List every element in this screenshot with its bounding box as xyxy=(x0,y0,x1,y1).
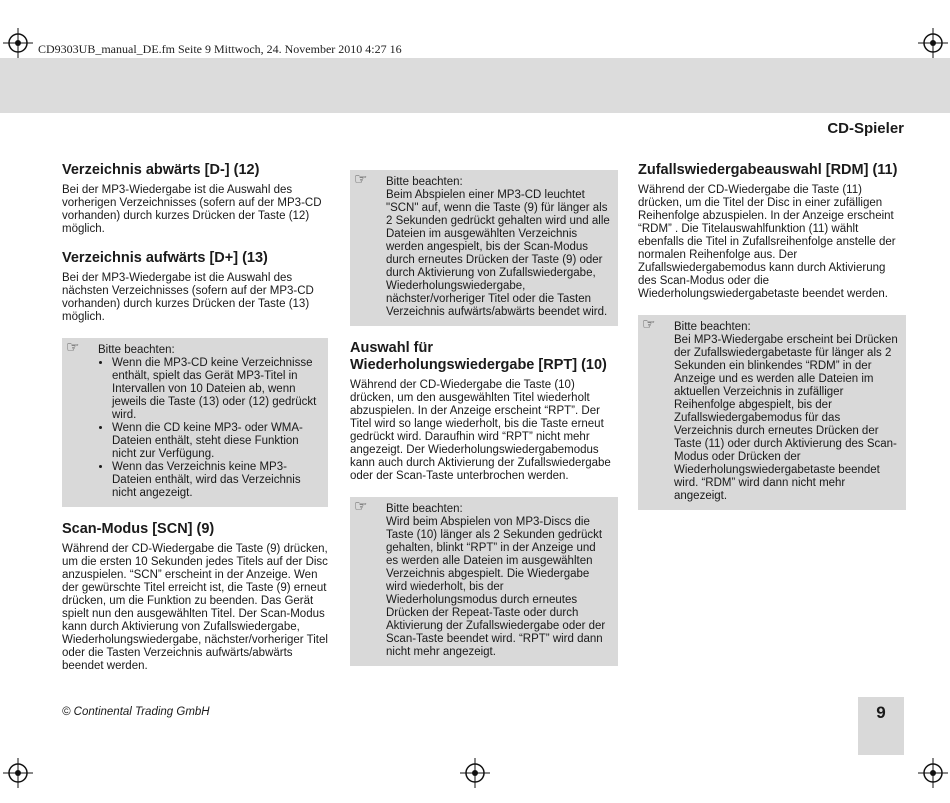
note-list-item: • Wenn die MP3-CD keine Verzeichnisse enthält, spielt das Gerät MP3-Titel in Intervallen von 10 Dateien ab, wenn jeweils die Taste (13) oder (12) gedrückt wird. xyxy=(112,357,320,422)
pointing-hand-icon: ☞ xyxy=(354,498,368,515)
note-box xyxy=(350,170,618,326)
crosshair-registration-icon xyxy=(918,758,948,788)
scan-heading: Scan-Modus [SCN] (9) xyxy=(62,521,215,537)
repeat-section xyxy=(350,340,618,483)
scan-text: Während der CD-Wiedergabe die Taste (9) drücken, um die ersten 10 Sekunden jedes Titels auf der Disc anzuspielen. “SCN” erscheint in der Anzeige. Wen der gewürschte Titel erreicht ist, die Taste (9) erneut drücken, um die Funktion zu beenden. Das Gerät spielt nun den ausgewählten Titel. Der Scan-Modus kann durch Aktivierung von Zufallswiedergabe, Wiederholungswiedergabe, nächster/vorheriger Titel oder die Tasten Verzeichnis aufwärts/abwärts beendet werden. xyxy=(62,543,328,672)
note-list-item: • Wenn die CD keine MP3- oder WMA-Dateien enthält, steht diese Funktion nicht zur Verfügung. xyxy=(112,422,320,461)
note-text: Wird beim Abspielen von MP3-Discs die Taste (10) länger als 2 Sekunden gedrückt gehalten, blinkt “RPT” in der Anzeige und es werden alle Dateien im ausgewählten Verzeichnis abgespielt. Die Wiedergabe wird wiederholt, bis der Wiederholungsmodus durch erneutes Drücken der Repeat-Taste oder durch Aktivierung der Zufallswiedergabe oder der Scan-Taste beendet wird. “RPT” wird dann nicht mehr angezeigt. xyxy=(386,516,606,658)
note-text: Bei MP3-Wiedergabe erscheint bei Drücken der Zufallswiedergabetaste für länger als 2 Sekunden ein blinkendes “RDM” in der Anzeige und es werden alle Dateien im aktuellen Verzeichnis in zufälliger Reihenfolge abgespielt, bis der Zufallswiedergabemodus für das Verzeichnis durch erneutes Drücken der Taste (11) oder durch Aktivierung des Scan-Modus oder Drücken der Wiederholungswiedergabetaste beendet wird. “RDM” wird dann nicht mehr angezeigt. xyxy=(674,334,898,502)
dir-up-section xyxy=(62,250,328,324)
dir-up-heading: Verzeichnis aufwärts [D+] (13) xyxy=(62,250,268,266)
pointing-hand-icon: ☞ xyxy=(354,171,368,188)
dir-down-section xyxy=(62,162,328,236)
note-heading: Bitte beachten: xyxy=(674,321,751,333)
scan-section xyxy=(62,521,328,673)
note-text: Beim Abspielen einer MP3-CD leuchtet "SCN" auf, wenn die Taste (9) für länger als 2 Sekunden gedrückt gehalten wird und alle Dateien im ausgewählten Verzeichnis werden angespielt, bis der Scan-Modus durch erneutes Drücken der Taste (9) oder durch Aktivierung von Zufallswiedergabe, Wiederholungswiedergabe, nächster/vorheriger Titel oder die Tasten Verzeichnis aufwärts/abwärts beendet wird. xyxy=(386,189,610,318)
pointing-hand-icon: ☞ xyxy=(66,339,80,356)
repeat-heading: Auswahl für Wiederholungswiedergabe [RPT] (10) xyxy=(350,340,607,373)
random-section xyxy=(638,162,906,301)
dir-down-heading: Verzeichnis abwärts [D-] (12) xyxy=(62,162,260,178)
crosshair-registration-icon xyxy=(3,28,33,58)
note-list-item: • Wenn das Verzeichnis keine MP3-Dateien enthält, wird das Verzeichnis nicht angezeigt. xyxy=(112,461,320,500)
note-list xyxy=(70,357,320,500)
column-right xyxy=(638,162,906,524)
page-number: 9 xyxy=(876,703,886,722)
dir-down-text: Bei der MP3-Wiedergabe ist die Auswahl des vorherigen Verzeichnisses (sofern auf der MP3-CD vorhanden) durch kurzes Drücken der Taste (12) möglich. xyxy=(62,184,322,235)
header-band xyxy=(0,58,950,113)
note-heading: Bitte beachten: xyxy=(386,503,463,515)
random-text: Während der CD-Wiedergabe die Taste (11) drücken, um die Titel der Disc in einer zufälligen Reihenfolge abzuspielen. In der Anzeige erscheint “RDM” . Die Titelauswahlfunktion (11) wählt ebenfalls die Titel in Zufallsreihenfolge anstelle der normalen Reihenfolge aus. Der Zufallswiedergabemodus kann durch Aktivierung des Scan-Modus oder die Wiederholungswiedergabetaste beendet werden. xyxy=(638,184,896,300)
copyright-text: © Continental Trading GmbH xyxy=(62,706,210,718)
page-number-box xyxy=(858,697,904,755)
crosshair-registration-icon xyxy=(918,28,948,58)
section-title: CD-Spieler xyxy=(827,120,904,137)
random-heading: Zufallswiedergabeauswahl [RDM] (11) xyxy=(638,162,898,178)
note-box xyxy=(62,338,328,507)
print-header-line: CD9303UB_manual_DE.fm Seite 9 Mittwoch, 24. November 2010 4:27 16 xyxy=(38,42,402,56)
column-middle xyxy=(350,170,618,680)
note-box xyxy=(350,497,618,666)
note-box xyxy=(638,315,906,510)
pointing-hand-icon: ☞ xyxy=(642,316,656,333)
repeat-text: Während der CD-Wiedergabe die Taste (10) drücken, um den ausgewählten Titel wiederholt abzuspielen. In der Anzeige erscheint “RPT”. Der Titel wird so lange wiederholt, bis die Taste erneut gedrückt wird. Daraufhin wird “RPT” nicht mehr angezeigt. Der Wiederholungswiedergabemodus kann auch durch Aktivierung der Zufallswiedergabe oder der Scan-Taste unterbrochen werden. xyxy=(350,379,611,482)
dir-up-text: Bei der MP3-Wiedergabe ist die Auswahl des nächsten Verzeichnisses (sofern auf der MP3-CD vorhanden) durch kurzes Drücken der Taste (13) möglich. xyxy=(62,272,314,323)
crosshair-registration-icon xyxy=(3,758,33,788)
crosshair-registration-icon xyxy=(460,758,490,788)
column-left xyxy=(62,162,328,687)
note-heading: Bitte beachten: xyxy=(386,176,463,188)
note-heading: Bitte beachten: xyxy=(98,344,175,356)
